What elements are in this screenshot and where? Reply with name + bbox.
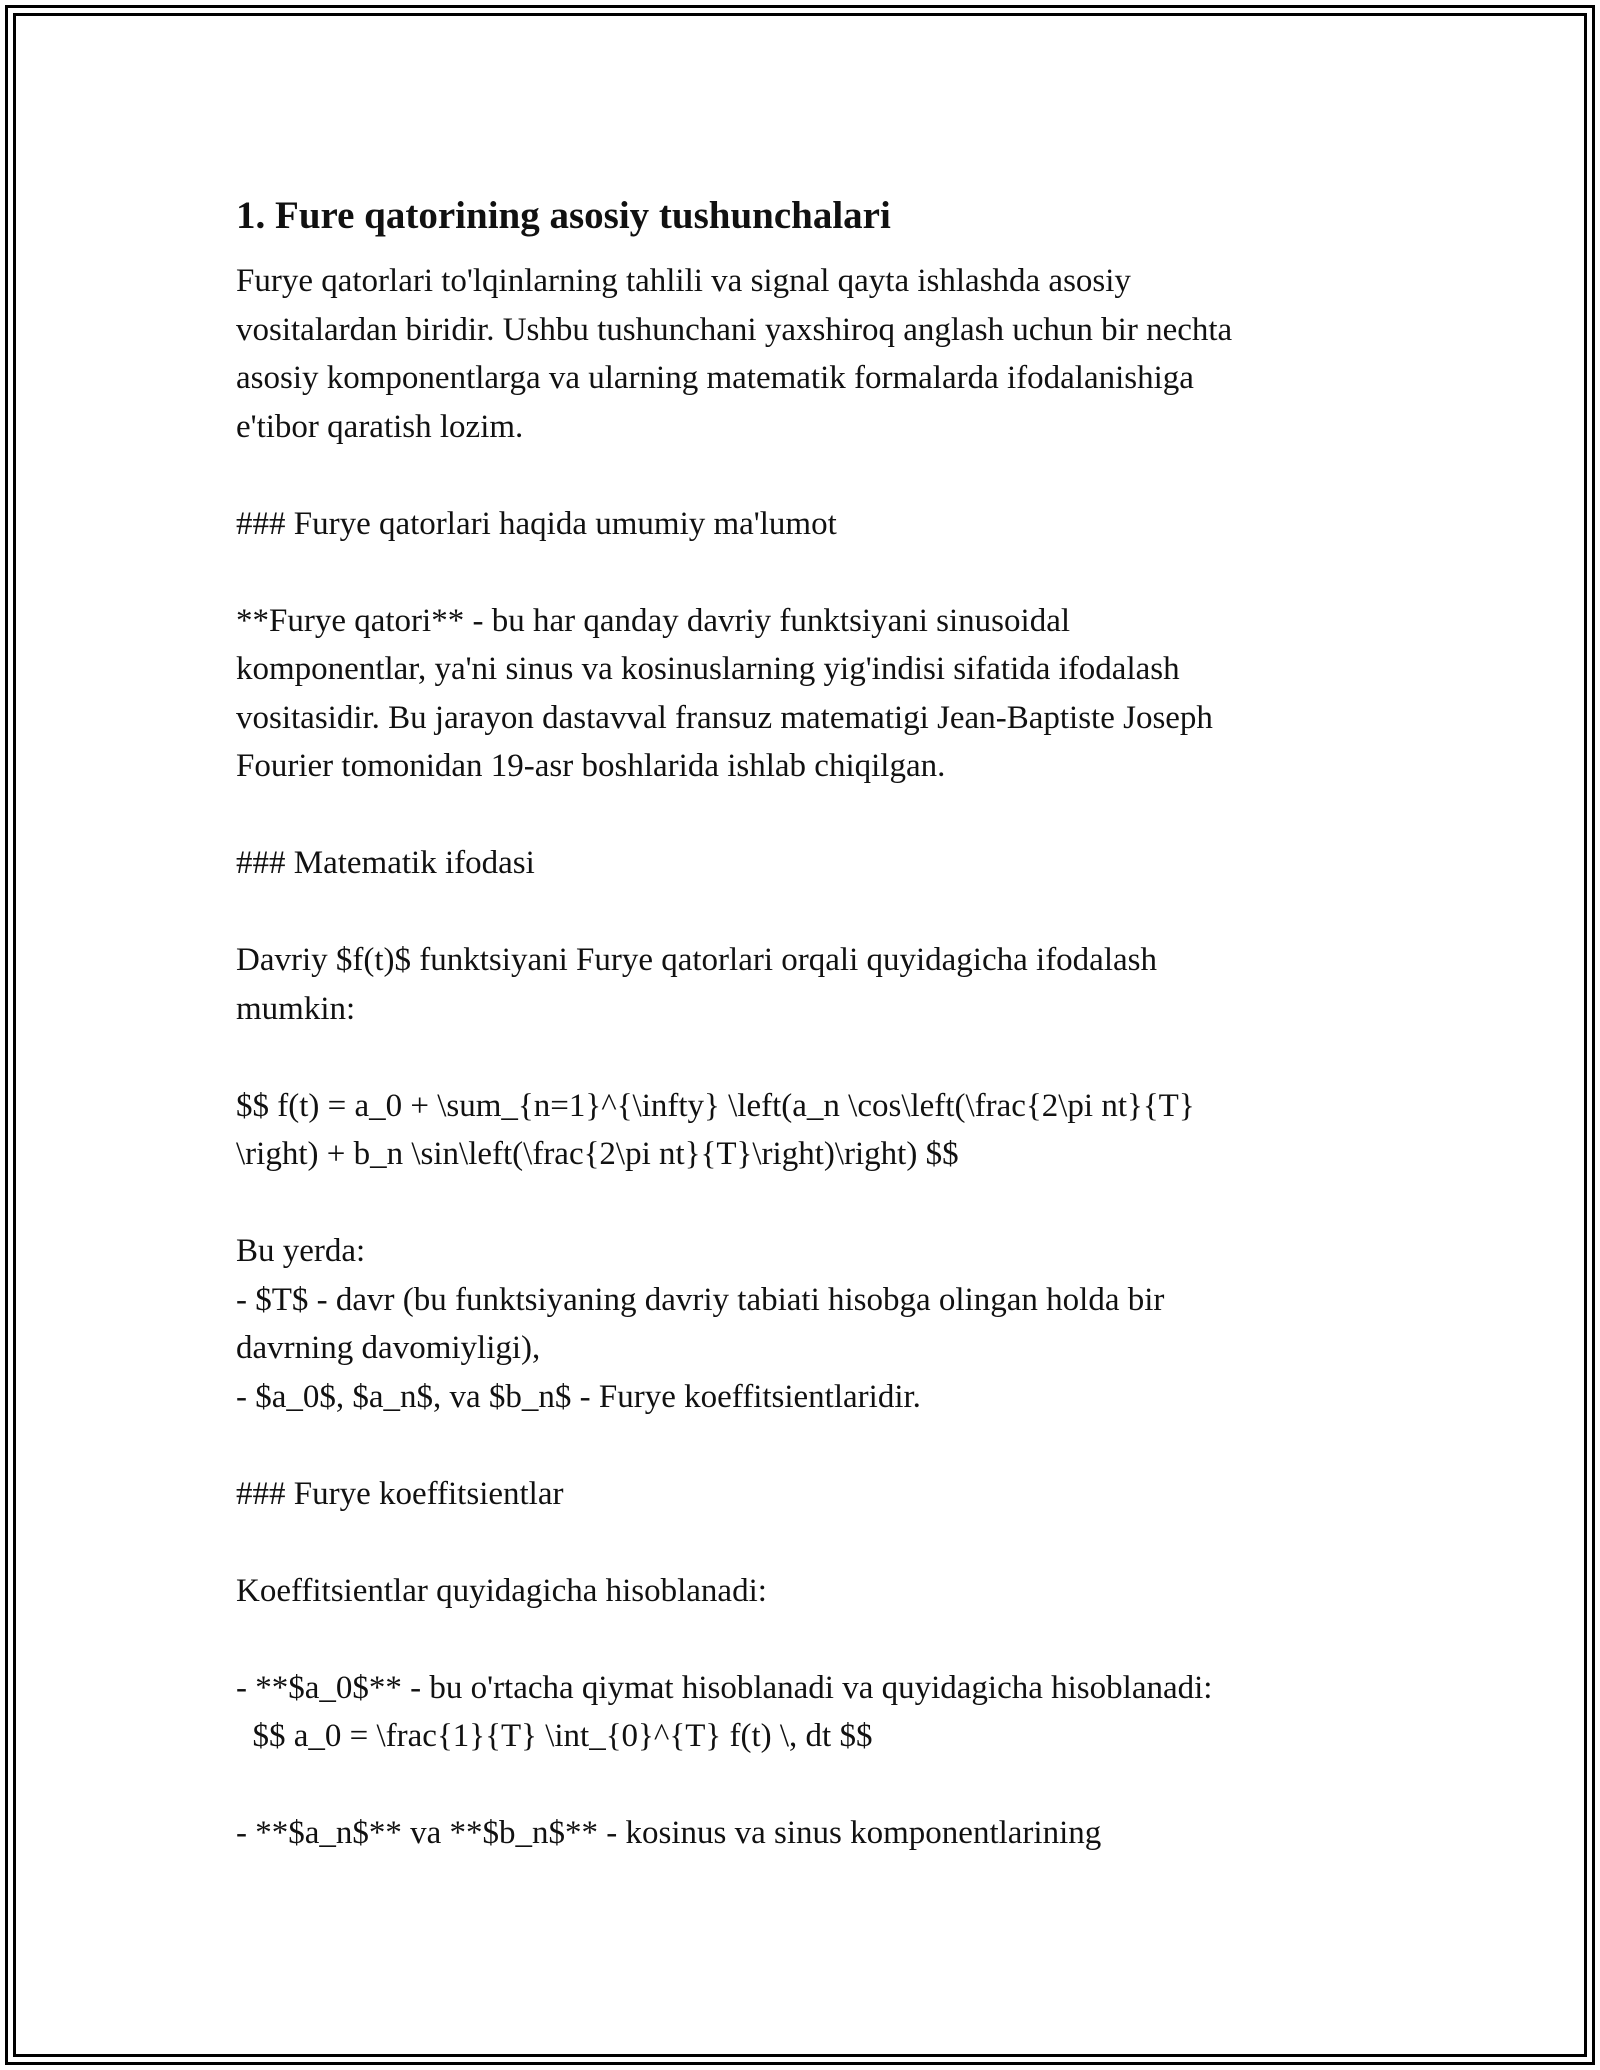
where-block [236,1227,1376,1421]
definition-line: **Furye qatori** - bu har qanday davriy funktsiyani sinusoidal [236,602,1071,639]
intro-line: Furye qatorlari to'lqinlarning tahlili va signal qayta ishlashda asosiy [236,263,1131,299]
where-line: Bu yerda: [236,1233,366,1269]
intro-line: e'tibor qaratish lozim. [236,408,524,445]
coefficients-intro [236,1567,1376,1616]
definition-line: Fourier tomonidan 19-asr boshlarida ishlab chiqilgan. [236,748,946,784]
formula-line: \right) + b_n \sin\left(\frac{2\pi nt}{T}\right)\right) $$ [236,1136,959,1172]
document-heading: 1. Fure qatorining asosiy tushunchalari [236,194,891,237]
where-line: - $a_0$, $a_n$, va $b_n$ - Furye koeffitsientlaridir. [236,1378,921,1415]
an-bn-coefficient-block [236,1809,1376,1858]
document-body [236,188,1376,1906]
section-title-text: ### Furye qatorlari haqida umumiy ma'lumot [236,505,837,542]
intro-line: vositalardan biridir. Ushbu tushunchani yaxshiroq anglash uchun bir nechta [236,311,1233,348]
definition-line: komponentlar, ya'ni sinus va kosinuslarning yig'indisi sifatida ifodalash [236,651,1180,687]
an-bn-line: - **$a_n$** va **$b_n$** - kosinus va sinus komponentlarining [236,1815,1102,1851]
section-title-coefficients [236,1470,1376,1519]
a0-coefficient-block [236,1664,1376,1761]
intro-paragraph [236,257,1376,451]
a0-line: - **$a_0$** - bu o'rtacha qiymat hisoblanadi va quyidagicha hisoblanadi: [236,1669,1213,1706]
coefficients-intro-line: Koeffitsientlar quyidagicha hisoblanadi: [236,1572,767,1609]
section-title-text: ### Matematik ifodasi [236,845,535,881]
formula-line: $$ f(t) = a_0 + \sum_{n=1}^{\infty} \left(a_n \cos\left(\frac{2\pi nt}{T} [236,1087,1195,1124]
section-title-math [236,839,1376,888]
formula-intro-paragraph [236,936,1376,1033]
section-title-overview [236,500,1376,549]
intro-line: asosiy komponentlarga va ularning matematik formalarda ifodalanishiga [236,360,1194,396]
definition-line: vositasidir. Bu jarayon dastavval fransuz matematigi Jean-Baptiste Joseph [236,699,1213,736]
fourier-series-formula [236,1082,1376,1179]
section-title-text: ### Furye koeffitsientlar [236,1475,564,1512]
formula-intro-line: mumkin: [236,990,356,1027]
formula-intro-line: Davriy $f(t)$ funktsiyani Furye qatorlari orqali quyidagicha ifodalash [236,942,1157,978]
definition-paragraph [236,597,1376,791]
where-line: - $T$ - davr (bu funktsiyaning davriy tabiati hisobga olingan holda bir [236,1281,1165,1318]
a0-line: $$ a_0 = \frac{1}{T} \int_{0}^{T} f(t) \, dt $$ [236,1718,873,1754]
where-line: davrning davomiyligi), [236,1330,541,1366]
